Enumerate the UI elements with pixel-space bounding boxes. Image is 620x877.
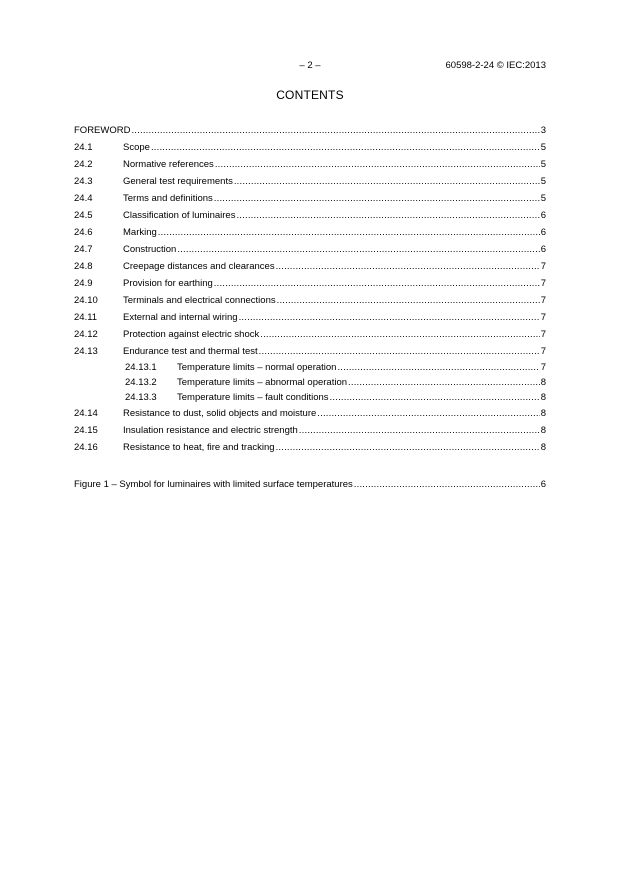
toc-entry-page: 6 — [540, 227, 546, 238]
toc-entry[interactable] — [74, 139, 546, 156]
toc-entry-page: 6 — [540, 244, 546, 255]
page-title: CONTENTS — [276, 88, 344, 102]
toc-entry-title: Provision for earthing — [123, 278, 213, 289]
toc-leader-dots — [234, 173, 540, 190]
figure-entry-page: 6 — [540, 479, 546, 490]
toc-entry[interactable] — [74, 343, 546, 360]
toc-leader-dots — [317, 405, 539, 422]
toc-entry[interactable] — [74, 173, 546, 190]
toc-entry-page: 8 — [540, 425, 546, 436]
toc-leader-dots — [151, 139, 540, 156]
toc-entry-number: 24.12 — [74, 329, 98, 340]
toc-leader-dots — [276, 258, 540, 275]
toc-entry-title: Terminals and electrical connections — [123, 295, 276, 306]
toc-entry-number: 24.3 — [74, 176, 93, 187]
toc-entry-number: 24.13 — [74, 346, 98, 357]
toc-leader-dots — [260, 326, 539, 343]
toc-entry-page: 8 — [540, 392, 546, 403]
toc-entry-title: Classification of luminaires — [123, 210, 236, 221]
toc-leader-dots — [299, 422, 540, 439]
toc-entry[interactable] — [74, 241, 546, 258]
toc-entry-title: External and internal wiring — [123, 312, 238, 323]
toc-entry-title: FOREWORD — [74, 125, 131, 136]
toc-entry-number: 24.16 — [74, 442, 98, 453]
table-of-contents — [74, 122, 546, 456]
toc-entry-title: Scope — [123, 142, 150, 153]
toc-entry-number: 24.2 — [74, 159, 93, 170]
toc-entry-number: 24.13.1 — [125, 362, 157, 373]
toc-entry-page: 5 — [540, 142, 546, 153]
toc-entry-number: 24.5 — [74, 210, 93, 221]
toc-entry-number: 24.4 — [74, 193, 93, 204]
toc-entry-page: 8 — [540, 408, 546, 419]
toc-entry-number: 24.10 — [74, 295, 98, 306]
toc-entry-number: 24.15 — [74, 425, 98, 436]
toc-leader-dots — [276, 439, 540, 456]
toc-leader-dots — [215, 156, 540, 173]
toc-entry[interactable] — [74, 292, 546, 309]
toc-leader-dots — [354, 476, 540, 493]
toc-entry[interactable] — [74, 422, 546, 439]
toc-leader-dots — [214, 190, 540, 207]
toc-entry-page: 7 — [540, 362, 546, 373]
document-reference: 60598-2-24 © IEC:2013 — [445, 60, 546, 71]
toc-entry-page: 7 — [540, 312, 546, 323]
toc-entry[interactable] — [74, 405, 546, 422]
toc-entry-number: 24.1 — [74, 142, 93, 153]
toc-entry-title: Creepage distances and clearances — [123, 261, 275, 272]
toc-entry[interactable] — [74, 309, 546, 326]
toc-entry[interactable] — [74, 275, 546, 292]
toc-entry-title: Protection against electric shock — [123, 329, 260, 340]
toc-leader-dots — [239, 309, 540, 326]
toc-subentry[interactable] — [74, 390, 546, 405]
toc-entry-title: Temperature limits – normal operation — [177, 362, 337, 373]
toc-leader-dots — [177, 241, 539, 258]
toc-entry-page: 5 — [540, 176, 546, 187]
page-header — [74, 60, 546, 74]
toc-entry-number: 24.8 — [74, 261, 93, 272]
toc-entry-page: 7 — [540, 278, 546, 289]
toc-entry[interactable] — [74, 156, 546, 173]
toc-entry-number: 24.11 — [74, 312, 98, 323]
toc-entry-number: 24.9 — [74, 278, 93, 289]
toc-entry-title: Insulation resistance and electric strength — [123, 425, 298, 436]
toc-entry-title: Resistance to heat, fire and tracking — [123, 442, 275, 453]
toc-entry-page: 3 — [540, 125, 546, 136]
toc-leader-dots — [236, 207, 539, 224]
toc-entry[interactable] — [74, 224, 546, 241]
toc-leader-dots — [158, 224, 540, 241]
toc-entry[interactable] — [74, 190, 546, 207]
page-number: – 2 – — [299, 60, 321, 71]
toc-entry-page: 5 — [540, 193, 546, 204]
toc-entry-title: Construction — [123, 244, 177, 255]
toc-entry-title: Normative references — [123, 159, 214, 170]
toc-entry-page: 6 — [540, 210, 546, 221]
toc-entry-number: 24.6 — [74, 227, 93, 238]
toc-entry-page: 7 — [540, 261, 546, 272]
toc-entry-page: 8 — [540, 442, 546, 453]
toc-subentry[interactable] — [74, 375, 546, 390]
toc-entry-title: Temperature limits – fault conditions — [177, 392, 329, 403]
toc-leader-dots — [214, 275, 540, 292]
toc-leader-dots — [348, 375, 540, 390]
toc-entry-page: 7 — [540, 346, 546, 357]
toc-entry-number: 24.14 — [74, 408, 98, 419]
toc-entry-number: 24.13.3 — [125, 392, 157, 403]
toc-entry-page: 7 — [540, 329, 546, 340]
toc-entry[interactable] — [74, 258, 546, 275]
toc-entry-title: General test requirements — [123, 176, 233, 187]
toc-entry-title: Terms and definitions — [123, 193, 213, 204]
figure-entry[interactable] — [74, 476, 546, 493]
toc-entry-title: Resistance to dust, solid objects and moisture — [123, 408, 317, 419]
list-of-figures — [74, 476, 546, 493]
toc-leader-dots — [337, 360, 539, 375]
toc-entry-title: Marking — [123, 227, 157, 238]
toc-leader-dots — [259, 343, 540, 360]
toc-entry-foreword[interactable] — [74, 122, 546, 139]
toc-entry-title: Endurance test and thermal test — [123, 346, 258, 357]
toc-leader-dots — [330, 390, 540, 405]
toc-entry-number: 24.7 — [74, 244, 93, 255]
toc-entry-title: Temperature limits – abnormal operation — [177, 377, 348, 388]
toc-entry[interactable] — [74, 326, 546, 343]
figure-entry-title: Figure 1 – Symbol for luminaires with limited surface temperatures — [74, 479, 353, 490]
toc-entry[interactable] — [74, 439, 546, 456]
toc-entry-number: 24.13.2 — [125, 377, 157, 388]
toc-leader-dots — [131, 122, 539, 139]
toc-subentry[interactable] — [74, 360, 546, 375]
toc-leader-dots — [277, 292, 540, 309]
toc-entry[interactable] — [74, 207, 546, 224]
toc-entry-page: 5 — [540, 159, 546, 170]
toc-entry-page: 8 — [540, 377, 546, 388]
toc-entry-page: 7 — [540, 295, 546, 306]
